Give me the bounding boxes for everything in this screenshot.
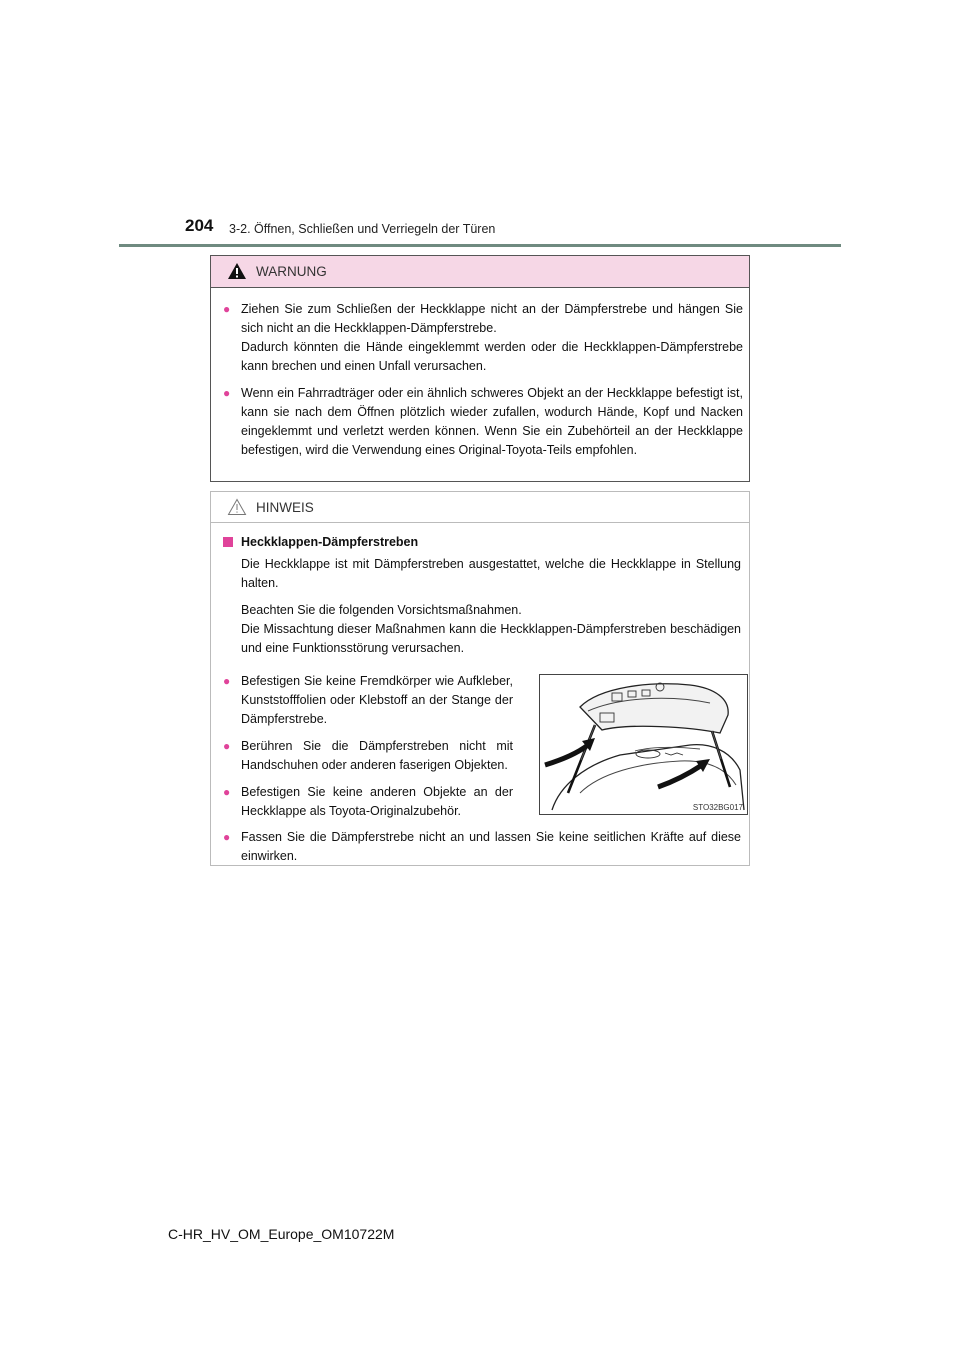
- bullet-icon: ●: [223, 739, 231, 753]
- bullet-icon: ●: [223, 674, 231, 688]
- notice-item-text: Befestigen Sie keine Fremdkörper wie Aufkleber, Kunststofffolien oder Klebstoff an der Stange der Dämpferstrebe.: [241, 674, 513, 726]
- notice-paragraph: Die Heckklappe ist mit Dämpferstreben ausgestattet, welche die Heckklappe in Stellung halten.: [241, 557, 741, 590]
- notice-subheading-text: Heckklappen-Dämpferstreben: [241, 535, 419, 549]
- warning-header: [211, 256, 749, 288]
- notice-paragraph-line: Die Missachtung dieser Maßnahmen kann die Heckklappen-Dämpferstreben beschädigen und eine Funktionsstörung verursachen.: [241, 622, 741, 655]
- warning-title: WARNUNG: [256, 264, 327, 279]
- header-rule: [119, 244, 841, 247]
- notice-item: [223, 737, 513, 775]
- notice-item: [223, 672, 513, 729]
- notice-item-text: Berühren Sie die Dämpferstreben nicht mit Handschuhen oder anderen faserigen Objekten.: [241, 739, 513, 772]
- notice-box: [210, 491, 750, 866]
- figure-text-column: [223, 672, 513, 821]
- notice-header: [211, 492, 749, 523]
- notice-paragraph: [223, 601, 741, 658]
- warning-box: [210, 255, 750, 482]
- notice-item: [223, 828, 741, 866]
- warning-triangle-icon: [227, 262, 247, 280]
- tailgate-drawing: [540, 675, 747, 814]
- warning-item-text: Wenn ein Fahrradträger oder ein ähnlich schweres Objekt an der Heckklappe befestigt ist, kann sie nach dem Öffnen plötzlich wieder zufallen, wodurch Hände, Kopf und Nacken eingeklemmt und verletzt werden können. Wenn Sie ein Zubehörteil an der Heckklappe befestigen, wird die Verwendung eines Original-Toyota-Teils empfohlen.: [241, 386, 743, 457]
- bullet-icon: ●: [223, 785, 231, 799]
- tailgate-strut-illustration: [539, 674, 748, 815]
- warning-item-text: Dadurch könnten die Hände eingeklemmt werden oder die Heckklappen-Dämpferstrebe kann brechen und einen Unfall verursachen.: [241, 340, 743, 373]
- square-bullet-icon: [223, 537, 233, 547]
- footer-doc-id: C-HR_HV_OM_Europe_OM10722M: [168, 1226, 395, 1242]
- notice-body: [211, 523, 749, 866]
- bullet-icon: ●: [223, 830, 231, 844]
- notice-item-text: Befestigen Sie keine anderen Objekte an der Heckklappe als Toyota-Originalzubehör.: [241, 785, 513, 818]
- page-number: 204: [185, 216, 214, 235]
- notice-title: HINWEIS: [256, 500, 314, 515]
- notice-triangle-icon: [227, 498, 247, 516]
- warning-item: [223, 300, 743, 376]
- notice-item-text: Fassen Sie die Dämpferstrebe nicht an und lassen Sie keine seitlichen Kräfte auf diese einwirken.: [241, 830, 741, 863]
- bullet-icon: ●: [223, 386, 231, 400]
- warning-item: [223, 384, 743, 460]
- notice-subheading: [223, 533, 741, 552]
- bullet-icon: ●: [223, 302, 231, 316]
- notice-paragraph-line: Beachten Sie die folgenden Vorsichtsmaßnahmen.: [241, 603, 522, 617]
- warning-body: [211, 288, 749, 460]
- figure-row: [223, 672, 741, 850]
- section-title: 3-2. Öffnen, Schließen und Verriegeln der Türen: [229, 222, 496, 236]
- notice-item: [223, 783, 513, 821]
- figure-code: STO32BG017: [692, 803, 743, 812]
- warning-item-text: Ziehen Sie zum Schließen der Heckklappe nicht an der Dämpferstrebe und hängen Sie sich nicht an die Heckklappen-Dämpferstrebe.: [241, 302, 743, 335]
